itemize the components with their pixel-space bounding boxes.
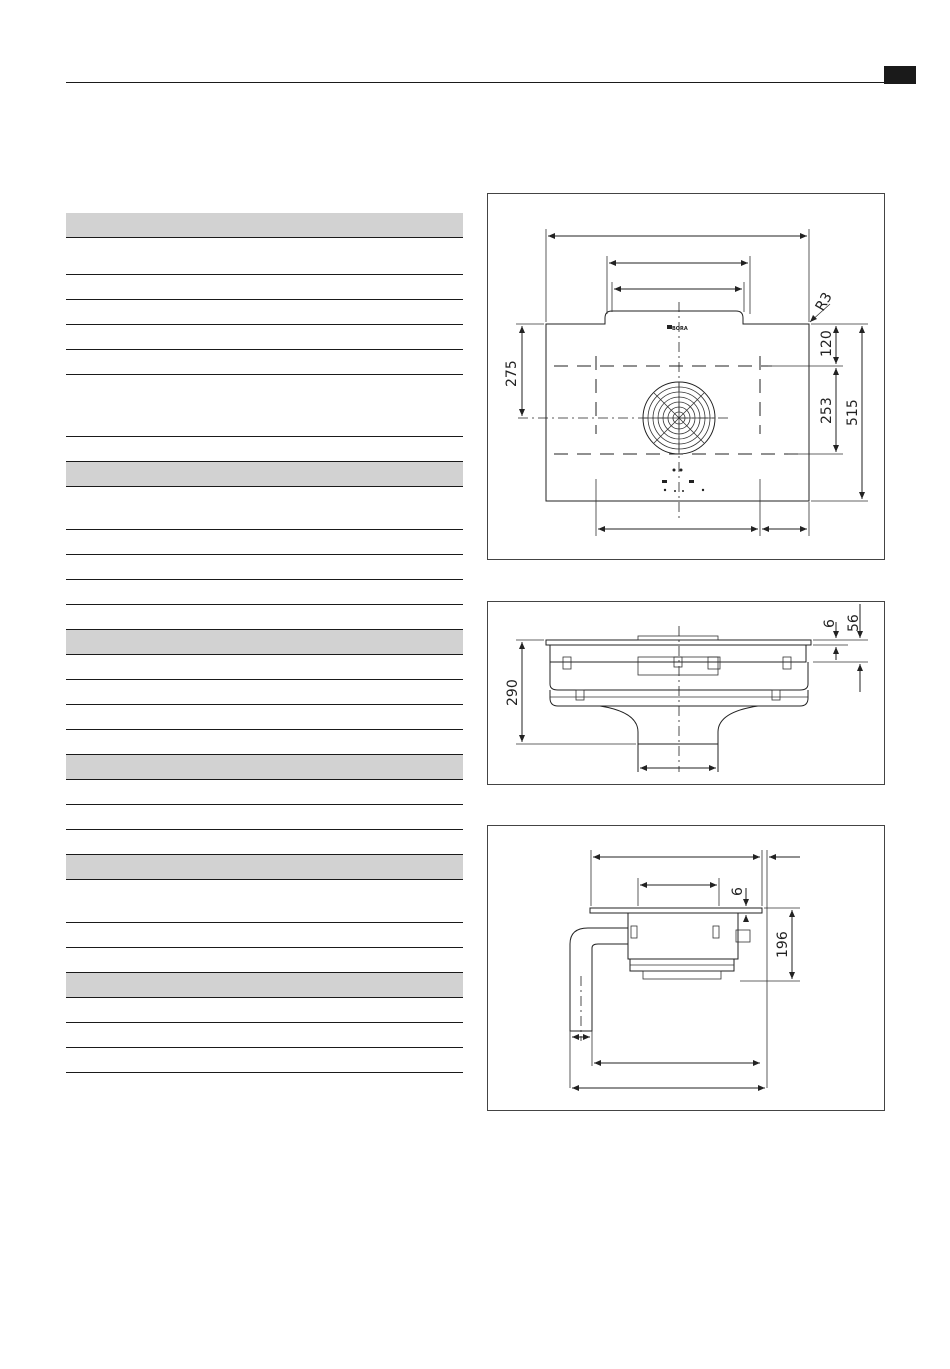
table-row (66, 487, 463, 530)
table-section-header (66, 630, 463, 655)
control-panel-icon (662, 469, 704, 493)
table-row (66, 580, 463, 605)
table-row (66, 530, 463, 555)
table-row (66, 655, 463, 680)
dim-120: 120 (819, 330, 835, 357)
table-row (66, 805, 463, 830)
table-section-header (66, 973, 463, 998)
table-section-header (66, 855, 463, 880)
table-row (66, 1048, 463, 1073)
front-view-drawing (488, 602, 886, 786)
table-row (66, 730, 463, 755)
table-row (66, 780, 463, 805)
dim-56: 56 (846, 614, 862, 632)
table-row (66, 605, 463, 630)
table-row (66, 275, 463, 300)
table-row (66, 948, 463, 973)
side-view-drawing (488, 826, 886, 1112)
brand-logo: BORA (672, 326, 688, 332)
dim-275: 275 (504, 360, 520, 387)
dim-253: 253 (819, 397, 835, 424)
table-section-header (66, 213, 463, 238)
table-row (66, 300, 463, 325)
table-row (66, 555, 463, 580)
table-row (66, 238, 463, 275)
page-tab-marker (884, 66, 916, 84)
table-row (66, 880, 463, 923)
table-section-header (66, 755, 463, 780)
table-row (66, 375, 463, 437)
table-row (66, 830, 463, 855)
top-view-panel (487, 193, 885, 560)
dim-6-side: 6 (730, 887, 746, 896)
table-row (66, 998, 463, 1023)
table-row (66, 437, 463, 462)
dim-290: 290 (505, 679, 521, 706)
table-section-header (66, 462, 463, 487)
dim-515: 515 (845, 399, 861, 426)
top-view-drawing (488, 194, 886, 561)
table-row (66, 325, 463, 350)
table-row (66, 705, 463, 730)
table-row (66, 923, 463, 948)
side-view-panel (487, 825, 885, 1111)
front-view-panel (487, 601, 885, 785)
fan-grille-icon (643, 382, 715, 454)
dim-196: 196 (775, 931, 791, 958)
header-rule (66, 82, 886, 83)
dim-6-front: 6 (822, 619, 838, 628)
table-row (66, 1023, 463, 1048)
spec-table (66, 213, 463, 1073)
table-row (66, 350, 463, 375)
table-row (66, 680, 463, 705)
radius-label: R3 (812, 289, 836, 314)
